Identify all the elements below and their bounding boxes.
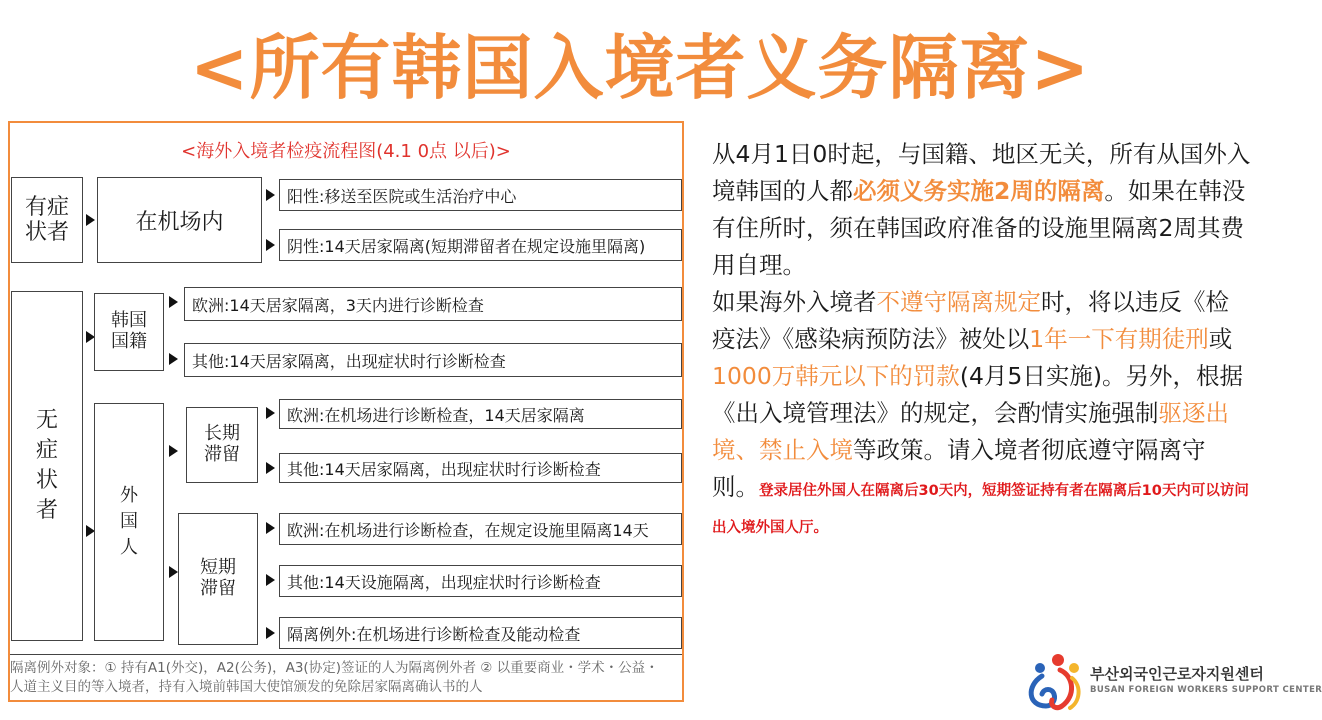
korean-nationality-box <box>94 293 164 371</box>
airport-box <box>97 177 262 263</box>
notice-highlight-fine: 1000万韩元以下的罚款 <box>712 362 960 390</box>
short-term-stay-box <box>178 513 258 645</box>
outcome-short-exception-text: 隔离例外:在机场进行诊断检查及能动检查 <box>287 624 581 644</box>
outcome-korean-other-text: 其他:14天居家隔离，出现症状时行诊断检查 <box>192 351 506 371</box>
page-title: <所有韩国入境者义务隔离> <box>189 27 1091 109</box>
notice-text-span: 等政策。请入境者彻底遵守隔离守则。 <box>712 436 1206 501</box>
flowchart-heading: <海外入境者检疫流程图(4.1 0点 以后)> <box>181 141 511 162</box>
foreigner-label: 外国人 <box>120 485 138 558</box>
outcome-negative-text: 阴性:14天居家隔离(短期滞留者在规定设施里隔离) <box>287 236 646 256</box>
outcome-positive-text: 阳性:移送至医院或生活治疗中心 <box>287 186 517 206</box>
notice-text-span: 从4月1日0时起，与国籍、地区无关，所有从国外入境韩国的人都 <box>712 140 1251 205</box>
arrow-right-icon <box>266 522 275 534</box>
outcome-short-exception <box>279 617 682 649</box>
arrow-right-icon <box>169 445 178 457</box>
notice-text-span: 时，将以违反《检疫法》《感染病预防法》被处以 <box>712 288 1229 353</box>
foreigner-box <box>94 403 164 641</box>
notice-highlight-mandatory: 必须义务实施2周的隔离 <box>853 177 1105 205</box>
notice-small-red-note: 登录居住外国人在隔离后30天内，短期签证持有者在隔离后10天内可以访问出入境外国人厅。 <box>712 483 1249 536</box>
asymptomatic-box <box>11 291 83 641</box>
notice-highlight-deportation: 驱逐出境、禁止入境 <box>712 399 1229 464</box>
notice-text-span: (4月5日实施)。另外，根据《出入境管理法》的规定，会酌情实施强制 <box>712 362 1244 427</box>
notice-text-span: 或 <box>1208 325 1233 353</box>
notice-paragraph-1 <box>712 136 1252 284</box>
outcome-korean-europe-text: 欧洲:14天居家隔离，3天内进行诊断检查 <box>192 295 484 315</box>
notice-highlight-violation: 不遵守隔离规定 <box>876 288 1041 316</box>
arrow-right-icon <box>169 353 178 365</box>
outcome-long-other-text: 其他:14天居家隔离，出现症状时行诊断检查 <box>287 459 601 479</box>
symptomatic-label: 有症状者 <box>24 194 69 245</box>
symptomatic-box <box>11 177 83 263</box>
arrow-right-icon <box>266 239 275 251</box>
airport-label: 在机场内 <box>135 209 224 235</box>
outcome-short-other-text: 其他:14天设施隔离，出现症状时行诊断检查 <box>287 572 601 592</box>
arrow-right-icon <box>266 627 275 639</box>
outcome-short-europe-text: 欧洲:在机场进行诊断检查，在规定设施里隔离14天 <box>287 520 649 540</box>
arrow-right-icon <box>266 462 275 474</box>
long-term-stay-label: 长期滞留 <box>204 423 240 465</box>
notice-text-span: 。如果在韩没有住所时，须在韩国政府准备的设施里隔离2周其费用自理。 <box>712 177 1246 279</box>
outcome-long-other <box>279 453 682 483</box>
outcome-positive <box>279 179 682 211</box>
notice-paragraph-2 <box>712 284 1252 543</box>
asymptomatic-label: 无症状者 <box>35 408 58 523</box>
outcome-korean-other <box>184 343 682 377</box>
arrow-right-icon <box>169 566 178 578</box>
short-term-stay-label: 短期滞留 <box>200 557 236 599</box>
logo-english-name: BUSAN FOREIGN WORKERS SUPPORT CENTER <box>1090 685 1322 695</box>
outcome-short-other <box>279 565 682 597</box>
long-term-stay-box <box>186 407 258 483</box>
notice-highlight-prison: 1年一下有期徒刑 <box>1029 325 1209 353</box>
outcome-long-europe <box>279 399 682 429</box>
logo-korean-name: 부산외국인근로자지원센터 <box>1090 665 1264 683</box>
exception-footnote: 隔离例外对象：① 持有A1(外交)，A2(公务)，A3(协定)签证的人为隔离例外者 ② 以重要商业・学术・公益・人道主义目的等入境者，持有入境前韩国大使馆颁发的免除居家隔离确认书的人 <box>10 660 659 695</box>
footnote-divider <box>10 654 682 655</box>
people-logo-icon <box>1022 652 1086 712</box>
arrow-right-icon <box>266 189 275 201</box>
busan-center-logo <box>1022 652 1322 712</box>
quarantine-flowchart <box>8 121 684 702</box>
arrow-right-icon <box>266 574 275 586</box>
notice-text-span: 如果海外入境者 <box>712 288 877 316</box>
outcome-short-europe <box>279 513 682 545</box>
notice-text <box>712 136 1252 543</box>
arrow-right-icon <box>86 214 95 226</box>
outcome-korean-europe <box>184 287 682 321</box>
arrow-right-icon <box>266 407 275 419</box>
arrow-right-icon <box>169 296 178 308</box>
korean-nationality-label: 韩国国籍 <box>111 310 147 352</box>
outcome-negative <box>279 229 682 261</box>
outcome-long-europe-text: 欧洲:在机场进行诊断检查，14天居家隔离 <box>287 405 585 425</box>
